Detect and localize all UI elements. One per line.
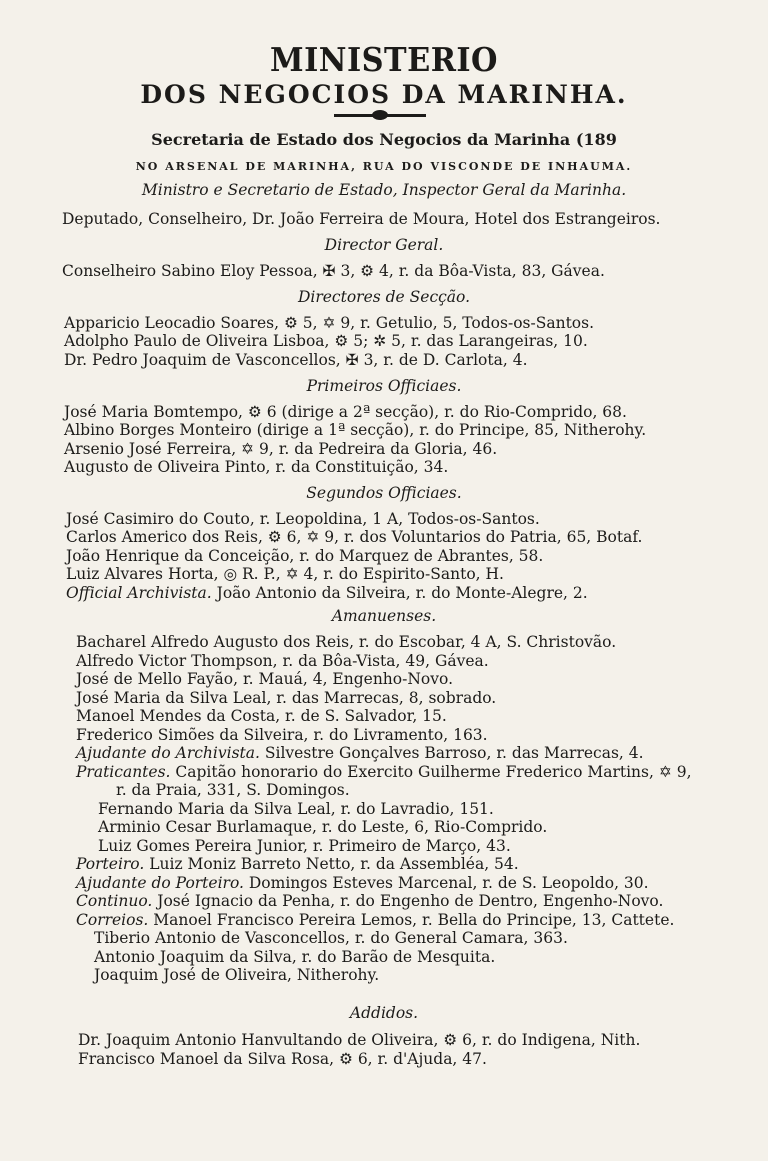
mail-first: Manoel Francisco Pereira Lemos, r. Bella do Principe, 13, Cattete. xyxy=(153,911,675,929)
list-item: Carlos Americo dos Reis, ⚙ 6, ✡ 9, r. dos Voluntarios do Patria, 65, Botaf. xyxy=(66,528,643,546)
assistant-archivist-entry xyxy=(76,744,644,762)
list-item: Dr. Pedro Joaquim de Vasconcellos, ✠ 3, r. de D. Carlota, 4. xyxy=(64,351,528,369)
list-item: José Maria da Silva Leal, r. das Marrecas, 8, sobrado. xyxy=(76,689,497,707)
archivist-label: Official Archivista. xyxy=(66,584,212,602)
list-item: Alfredo Victor Thompson, r. da Bôa-Vista, 49, Gávea. xyxy=(76,652,489,670)
list-item: Albino Borges Monteiro (dirige a 1ª secção), r. do Principe, 85, Nitherohy. xyxy=(64,421,647,439)
list-item: Antonio Joaquim da Silva, r. do Barão de Mesquita. xyxy=(94,948,496,966)
continuo-entry xyxy=(76,892,663,910)
assistant-porter-entry xyxy=(76,874,649,892)
list-item: José Casimiro do Couto, r. Leopoldina, 1 A, Todos-os-Santos. xyxy=(66,510,540,528)
list-item: Augusto de Oliveira Pinto, r. da Constituição, 34. xyxy=(64,458,449,476)
assistant-archivist-label: Ajudante do Archivista. xyxy=(76,744,260,762)
list-item: João Henrique da Conceição, r. do Marquez de Abrantes, 58. xyxy=(66,547,544,565)
list-item: Luiz Gomes Pereira Junior, r. Primeiro de Março, 43. xyxy=(98,837,511,855)
address-line: NO ARSENAL DE MARINHA, RUA DO VISCONDE DE INHAUMA. xyxy=(135,160,633,173)
director-heading: Director Geral. xyxy=(324,236,444,254)
archivist-name: João Antonio da Silveira, r. do Monte-Alegre, 2. xyxy=(216,584,588,602)
attached-heading: Addidos. xyxy=(349,1004,419,1022)
mail-label: Correios. xyxy=(76,911,149,929)
trainees-label: Praticantes. xyxy=(76,763,171,781)
list-item: José de Mello Fayão, r. Mauá, 4, Engenho-Novo. xyxy=(76,670,453,688)
trainees-first: Capitão honorario do Exercito Guilherme Frederico Martins, ✡ 9, xyxy=(175,763,692,781)
list-item: José Maria Bomtempo, ⚙ 6 (dirige a 2ª secção), r. do Rio-Comprido, 68. xyxy=(64,403,627,421)
list-item: Joaquim José de Oliveira, Nitherohy. xyxy=(94,966,380,984)
continuo-label: Continuo. xyxy=(76,892,153,910)
porter-label: Porteiro. xyxy=(76,855,145,873)
section-heading: Directores de Secção. xyxy=(297,288,471,306)
minister-entry: Deputado, Conselheiro, Dr. João Ferreira de Moura, Hotel dos Estrangeiros. xyxy=(62,210,661,228)
porter-entry xyxy=(76,855,519,873)
second-officers-heading: Segundos Officiaes. xyxy=(306,484,462,502)
assistant-archivist-name: Silvestre Gonçalves Barroso, r. das Marrecas, 4. xyxy=(264,744,644,762)
list-item: Luiz Alvares Horta, ◎ R. P., ✡ 4, r. do Espirito-Santo, H. xyxy=(66,565,504,583)
clerks-heading: Amanuenses. xyxy=(331,607,437,625)
list-item: Tiberio Antonio de Vasconcellos, r. do General Camara, 363. xyxy=(94,929,568,947)
archivist-entry xyxy=(66,584,588,602)
list-item: Adolpho Paulo de Oliveira Lisboa, ⚙ 5; ✲ 5, r. das Larangeiras, 10. xyxy=(64,332,588,350)
list-item: Manoel Mendes da Costa, r. de S. Salvador, 15. xyxy=(76,707,447,725)
page-title: MINISTERIO xyxy=(270,40,498,79)
mail-entry xyxy=(76,911,674,929)
list-item: Arsenio José Ferreira, ✡ 9, r. da Pedreira da Gloria, 46. xyxy=(64,440,498,458)
list-item: Frederico Simões da Silveira, r. do Livramento, 163. xyxy=(76,726,488,744)
porter-name: Luiz Moniz Barreto Netto, r. da Assembléa, 54. xyxy=(149,855,519,873)
continuo-name: José Ignacio da Penha, r. do Engenho de Dentro, Engenho-Novo. xyxy=(157,892,664,910)
first-officers-heading: Primeiros Officiaes. xyxy=(306,377,462,395)
assistant-porter-label: Ajudante do Porteiro. xyxy=(76,874,244,892)
list-item: Arminio Cesar Burlamaque, r. do Leste, 6, Rio-Comprido. xyxy=(98,818,548,836)
list-item: Apparicio Leocadio Soares, ⚙ 5, ✡ 9, r. Getulio, 5, Todos-os-Santos. xyxy=(64,314,595,332)
director-entry: Conselheiro Sabino Eloy Pessoa, ✠ 3, ⚙ 4, r. da Bôa-Vista, 83, Gávea. xyxy=(62,262,605,280)
list-item: r. da Praia, 331, S. Domingos. xyxy=(116,781,350,799)
list-item: Bacharel Alfredo Augusto dos Reis, r. do Escobar, 4 A, S. Christovão. xyxy=(76,633,617,651)
list-item: Fernando Maria da Silva Leal, r. do Lavradio, 151. xyxy=(98,800,494,818)
ornament-dot xyxy=(372,110,388,120)
assistant-porter-name: Domingos Esteves Marcenal, r. de S. Leopoldo, 30. xyxy=(248,874,649,892)
list-item: Francisco Manoel da Silva Rosa, ⚙ 6, r. d'Ajuda, 47. xyxy=(78,1050,487,1068)
trainees-entry xyxy=(76,763,692,781)
list-item: Dr. Joaquim Antonio Hanvultando de Oliveira, ⚙ 6, r. do Indigena, Nith. xyxy=(78,1031,641,1049)
minister-title: Ministro e Secretario de Estado, Inspector Geral da Marinha. xyxy=(141,181,627,199)
page-subtitle: DOS NEGOCIOS DA MARINHA. xyxy=(140,80,628,109)
secretariat-heading: Secretaria de Estado dos Negocios da Marinha (189 xyxy=(151,130,617,149)
